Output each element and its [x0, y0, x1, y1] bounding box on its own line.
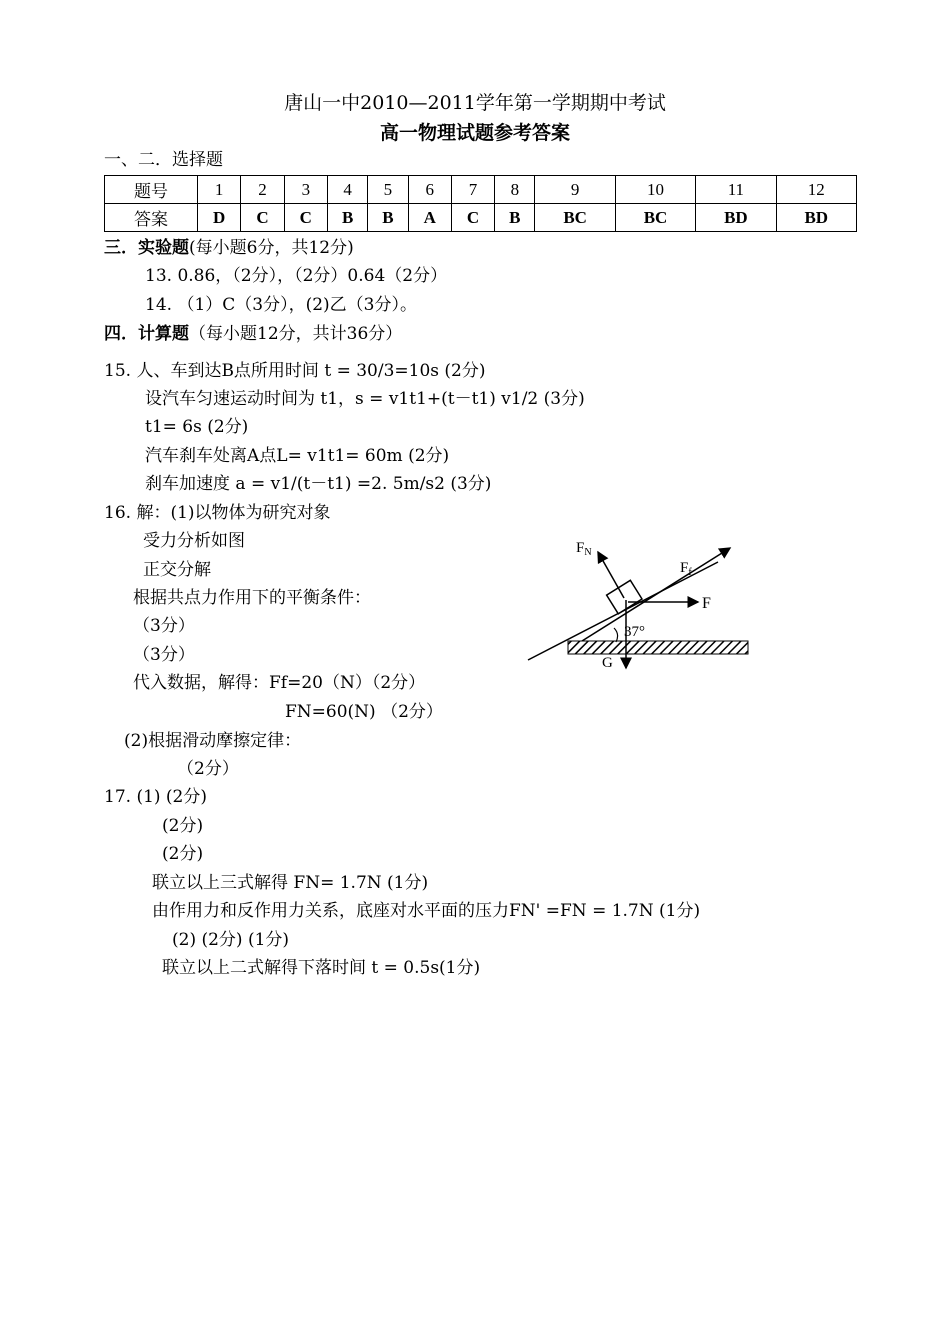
table-cell: 7 [451, 176, 494, 204]
q17-line3: (2分) [162, 844, 204, 864]
table-cell: 2 [241, 176, 284, 204]
table-cell: 11 [696, 176, 776, 204]
table-cell: 8 [495, 176, 535, 204]
table-cell: A [408, 204, 451, 232]
label-g: G [602, 655, 613, 671]
table-cell: B [327, 204, 367, 232]
q15-line4: 汽车刹车处离A点L= v1t1= 60m (2分) [145, 446, 450, 466]
q16-line2: 受力分析如图 [143, 531, 245, 551]
table-cell: C [241, 204, 284, 232]
q17-line2: (2分) [162, 816, 204, 836]
q16-line8: FN=60(N) （2分） [285, 702, 443, 722]
angle-arc [614, 628, 618, 642]
section-experiment-heading: 三．实验题(每小题6分，共12分) [104, 238, 354, 258]
q17-line1: 17. (1) (2分) [104, 787, 208, 807]
q14-answer: 14. （1）C（3分），(2)乙（3分）。 [145, 295, 417, 315]
table-cell: BD [776, 204, 856, 232]
q17-line7: 联立以上二式解得下落时间 t = 0.5s(1分) [162, 958, 481, 978]
q15-line3: t1= 6s (2分) [145, 417, 249, 437]
label-ff: $F_f$ [680, 560, 692, 578]
table-cell: 1 [198, 176, 241, 204]
table-cell: 10 [615, 176, 695, 204]
label-f: F [702, 595, 711, 612]
q13-answer: 13. 0.86，（2分），（2分）0.64（2分） [145, 266, 448, 286]
q15-line2: 设汽车匀速运动时间为 t1，s = v1t1+(t－t1) v1/2 (3分) [145, 389, 585, 409]
table-cell: B [495, 204, 535, 232]
label-angle: 37° [624, 624, 645, 640]
q17-line5: 由作用力和反作用力关系，底座对水平面的压力FN' =FN = 1.7N (1分) [152, 901, 701, 921]
q16-line4: 根据共点力作用下的平衡条件： [133, 588, 371, 608]
table-cell: 12 [776, 176, 856, 204]
table-header-number: 题号 [105, 176, 198, 204]
answer-key-title: 高一物理试题参考答案 [379, 122, 570, 144]
table-cell: 3 [284, 176, 327, 204]
table-cell: C [284, 204, 327, 232]
q15-line5: 刹车加速度 a = v1/(t－t1) =2. 5m/s2 (3分) [145, 474, 492, 494]
section-choice-heading: 一、二．选择题 [104, 150, 223, 170]
table-cell: BC [615, 204, 695, 232]
q16-line1: 16. 解：(1)以物体为研究对象 [104, 503, 331, 523]
table-cell: 9 [535, 176, 615, 204]
table-cell: BC [535, 204, 615, 232]
table-row-answers [105, 204, 857, 232]
q16-line5: （3分） [133, 616, 195, 636]
table-row-numbers [105, 176, 857, 204]
exam-title: 唐山一中2010—2011学年第一学期期中考试 [284, 92, 666, 114]
table-cell: C [451, 204, 494, 232]
q16-line10: （2分） [177, 759, 239, 779]
table-cell: 6 [408, 176, 451, 204]
normal-force-arrow [598, 552, 624, 598]
q16-line7: 代入数据，解得：Ff=20（N）（2分） [133, 673, 426, 693]
table-cell: D [198, 204, 241, 232]
q15-line1: 15. 人、车到达B点所用时间 t = 30/3=10s (2分) [104, 361, 486, 381]
label-fn: $F_N$ [576, 540, 592, 558]
answer-table [104, 175, 857, 232]
q17-line6: (2) (2分) (1分) [172, 930, 290, 950]
q16-line6: （3分） [133, 645, 195, 665]
section-calculation-heading: 四．计算题（每小题12分，共计36分） [104, 324, 403, 344]
ground [568, 641, 748, 654]
q17-line4: 联立以上三式解得 FN= 1.7N (1分) [152, 873, 429, 893]
table-cell: 4 [327, 176, 367, 204]
q16-line9: (2)根据滑动摩擦定律： [124, 731, 302, 751]
force-diagram [520, 530, 760, 675]
q16-line3: 正交分解 [143, 560, 211, 580]
table-header-answer: 答案 [105, 204, 198, 232]
table-cell: 5 [368, 176, 408, 204]
table-cell: BD [696, 204, 776, 232]
table-cell: B [368, 204, 408, 232]
